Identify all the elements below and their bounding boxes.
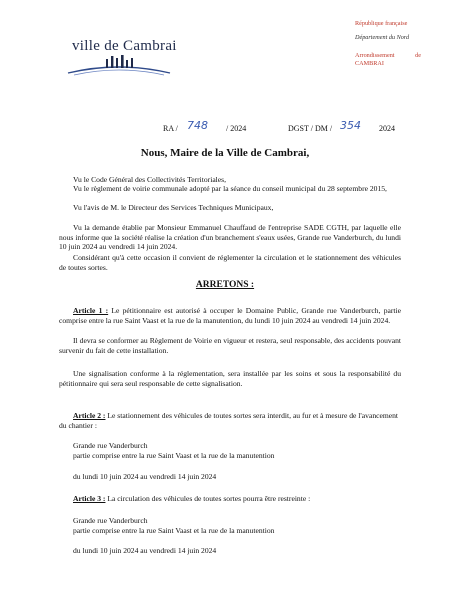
visa-1: Vu le Code Général des Collectivités Territoriales,: [73, 175, 227, 184]
dgst-number: 354: [340, 119, 361, 132]
article-1-label: Article 1 :: [73, 306, 109, 315]
arretons-heading: ARRETONS :: [195, 280, 255, 290]
article-2: [59, 411, 401, 430]
article-2-section: partie comprise entre la rue Saint Vaast et la rue de la manutention: [73, 451, 275, 460]
department-label: Département du Nord: [355, 34, 410, 41]
ra-prefix: RA /: [163, 124, 178, 133]
article-2-street: Grande rue Vanderburch: [73, 441, 148, 450]
decree-title: Nous, Maire de la Ville de Cambrai,: [140, 147, 310, 159]
article-3-street: Grande rue Vanderburch: [73, 516, 148, 525]
request-paragraph: Vu la demande établie par Monsieur Emmanuel Chauffaud de l'entreprise SADE CGTH, par laquelle elle nous informe que la société réalise la création d'un branchement s'eaux usées, Grande rue Vanderburch, du lundi 10 juin 2024 au vendredi 14 juin 2024.: [59, 223, 401, 252]
dgst-prefix: DGST / DM /: [288, 124, 333, 133]
article-2-text: Le stationnement des véhicules de toutes sortes sera interdit, au fur et à mesure de l'avancement du chantier :: [59, 411, 399, 430]
article-3: [59, 494, 401, 504]
article-3-text: La circulation des véhicules de toutes sortes pourra être restreinte :: [105, 494, 311, 503]
ra-year: / 2024: [226, 124, 247, 133]
article-3-label: Article 3 :: [73, 494, 106, 503]
republic-label: République française: [355, 20, 408, 27]
consideration-paragraph: Considérant qu'à cette occasion il convient de réglementer la circulation et le stationnement des véhicules de toutes sortes.: [59, 253, 401, 272]
arrondissement-label: Arrondissement de CAMBRAI: [355, 52, 421, 67]
city-logo-icon: [64, 55, 174, 77]
article-1-text: Le pétitionnaire est autorisé à occuper le Domaine Public, Grande rue Vanderburch, partie comprise entre la rue Saint Vaast et la rue de la manutention, du lundi 10 juin 2024 au vendredi 14 juin 2024.: [59, 306, 402, 325]
visa-2: Vu le règlement de voirie communale adopté par la séance du conseil municipal du 28 septembre 2015,: [73, 184, 387, 193]
article-2-label: Article 2 :: [73, 411, 106, 420]
city-logo-text: ville de Cambrai: [72, 38, 177, 54]
article-2-dates: du lundi 10 juin 2024 au vendredi 14 juin 2024: [73, 472, 217, 481]
dgst-year: 2024: [379, 124, 395, 133]
article-3-section: partie comprise entre la rue Saint Vaast et la rue de la manutention: [73, 526, 275, 535]
article-3-dates: du lundi 10 juin 2024 au vendredi 14 juin 2024: [73, 546, 217, 555]
article-1-signage: Une signalisation conforme à la réglementation, sera installée par les soins et sous la responsabilité du pétitionnaire qui sera seul responsable de cette signalisation.: [59, 369, 401, 388]
article-1: [59, 306, 401, 325]
visa-3: Vu l'avis de M. le Directeur des Services Techniques Municipaux,: [73, 203, 274, 212]
article-1-responsibility: Il devra se conformer au Règlement de Voirie en vigueur et restera, seul responsable, des accidents pouvant survenir du fait de cette installation.: [59, 336, 401, 355]
ra-number: 748: [187, 119, 208, 132]
